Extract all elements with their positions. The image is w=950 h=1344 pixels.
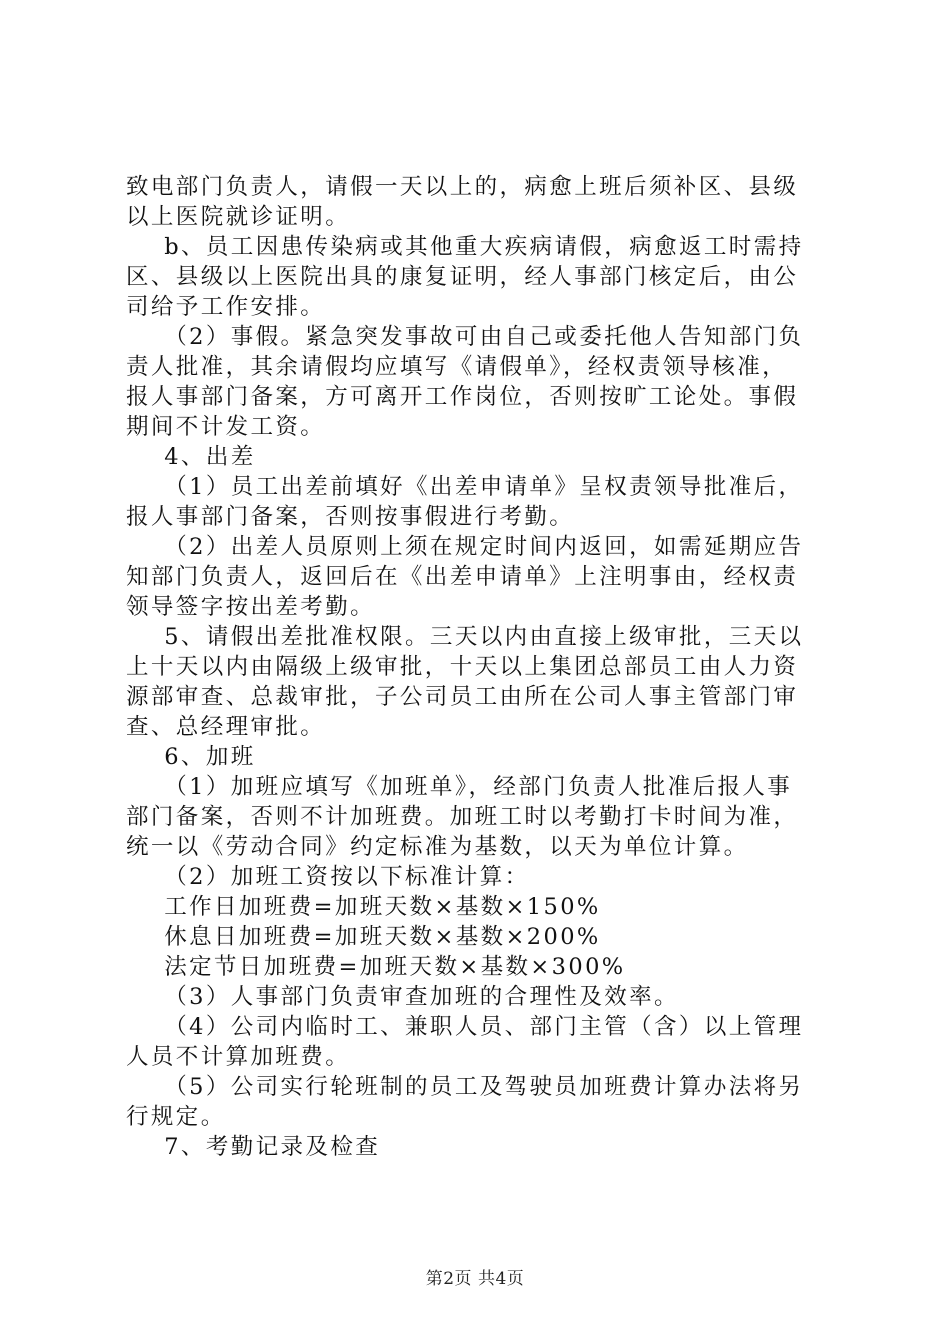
formula-line: 工作日加班费=加班天数×基数×150% (126, 894, 601, 920)
body-line: （2）出差人员原则上须在规定时间内返回，如需延期应告 (126, 534, 804, 560)
section-heading: 7、考勤记录及检查 (126, 1134, 381, 1160)
body-line: 知部门负责人，返回后在《出差申请单》上注明事由，经权责 (126, 564, 799, 590)
section-heading: 4、出差 (126, 444, 256, 470)
body-line: b、员工因患传染病或其他重大疾病请假，病愈返工时需持 (126, 234, 804, 260)
body-line: 统一以《劳动合同》约定标准为基数，以天为单位计算。 (126, 834, 749, 860)
section-heading: 6、加班 (126, 744, 256, 770)
body-line: （3）人事部门负责审查加班的合理性及效率。 (126, 984, 679, 1010)
body-line: 5、请假出差批准权限。三天以内由直接上级审批，三天以 (126, 624, 804, 650)
body-line: 源部审查、总裁审批，子公司员工由所在公司人事主管部门审 (126, 684, 799, 710)
formula-line: 法定节日加班费=加班天数×基数×300% (126, 954, 626, 980)
body-line: 领导签字按出差考勤。 (126, 594, 376, 620)
body-line: 行规定。 (126, 1104, 226, 1130)
body-line: 报人事部门备案，否则按事假进行考勤。 (126, 504, 575, 530)
body-line: 查、总经理审批。 (126, 714, 326, 740)
page-footer: 第2页 共4页 (425, 1269, 525, 1289)
body-line: 报人事部门备案，方可离开工作岗位，否则按旷工论处。事假 (126, 384, 799, 410)
body-line: 期间不计发工资。 (126, 414, 326, 440)
body-line: （2）加班工资按以下标准计算： (126, 864, 530, 890)
body-line: 司给予工作安排。 (126, 294, 326, 320)
body-line: 上十天以内由隔级上级审批，十天以上集团总部员工由人力资 (126, 654, 799, 680)
body-line: 致电部门负责人，请假一天以上的，病愈上班后须补区、县级 (126, 174, 799, 200)
body-line: 以上医院就诊证明。 (126, 204, 351, 230)
body-line: （5）公司实行轮班制的员工及驾驶员加班费计算办法将另 (126, 1074, 804, 1100)
formula-line: 休息日加班费=加班天数×基数×200% (126, 924, 601, 950)
body-line: 责人批准，其余请假均应填写《请假单》，经权责领导核准， (126, 354, 788, 380)
body-line: 区、县级以上医院出具的康复证明，经人事部门核定后，由公 (126, 264, 799, 290)
body-line: 人员不计算加班费。 (126, 1044, 351, 1070)
body-line: （1）加班应填写《加班单》，经部门负责人批准后报人事 (126, 774, 793, 800)
body-line: （2）事假。紧急突发事故可由自己或委托他人告知部门负 (126, 324, 804, 350)
document-body (126, 172, 836, 1162)
body-line: （4）公司内临时工、兼职人员、部门主管（含）以上管理 (126, 1014, 804, 1040)
body-line: （1）员工出差前填好《出差申请单》呈权责领导批准后， (126, 474, 804, 500)
body-line: 部门备案，否则不计加班费。加班工时以考勤打卡时间为准， (126, 804, 799, 830)
